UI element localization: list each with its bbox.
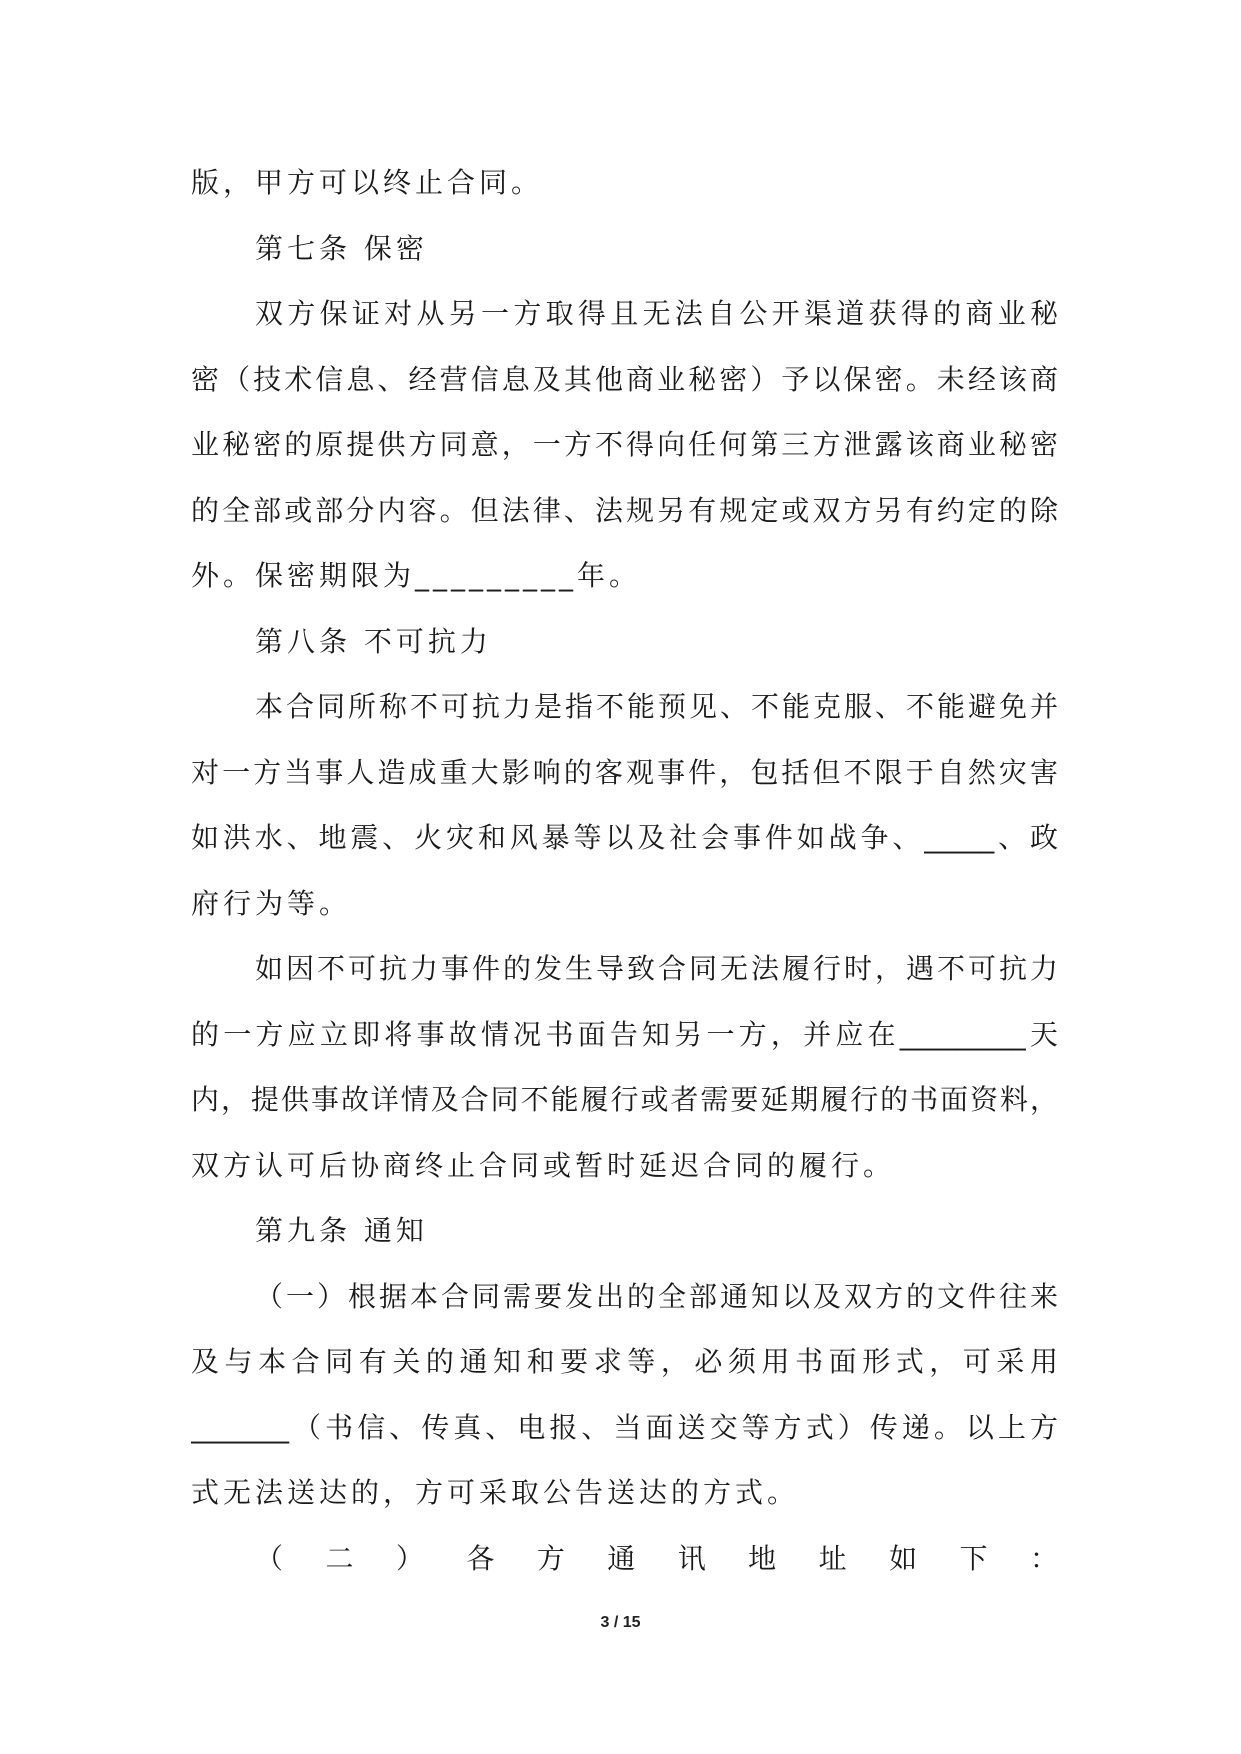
paragraph-line: 本合同所称不可抗力是指不能预见、不能克服、不能避免并 bbox=[255, 690, 1058, 723]
page-number: 3 / 15 bbox=[600, 1614, 641, 1631]
paragraph-line: 业秘密的原提供方同意，一方不得向任何第三方泄露该商业秘密 bbox=[191, 428, 1058, 461]
paragraph-line: （二）各方通讯地址如下： bbox=[255, 1541, 1058, 1575]
paragraph-line: 版，甲方可以终止合同。 bbox=[191, 166, 544, 199]
paragraph-line: 外。保密期限为_________年。 bbox=[191, 559, 642, 592]
document-body bbox=[191, 150, 1058, 1591]
article-8-heading: 第八条 不可抗力 bbox=[255, 624, 492, 658]
paragraph-line: 内，提供事故详情及合同不能履行或者需要延期履行的书面资料， bbox=[191, 1083, 1058, 1116]
paragraph-line: 府行为等。 bbox=[191, 886, 352, 920]
article-7-heading: 第七条 保密 bbox=[255, 231, 428, 265]
paragraph-line: 如因不可抗力事件的发生导致合同无法履行时，遇不可抗力 bbox=[255, 952, 1058, 985]
paragraph-line: 式无法送达的，方可采取公告送达的方式。 bbox=[191, 1476, 800, 1509]
paragraph-line: _______（书信、传真、电报、当面送交等方式）传递。以上方 bbox=[191, 1410, 1058, 1444]
paragraph-line: 密（技术信息、经营信息及其他商业秘密）予以保密。未经该商 bbox=[191, 362, 1058, 396]
paragraph-line: 如洪水、地震、火灾和风暴等以及社会事件如战争、_____、政 bbox=[191, 821, 1058, 854]
paragraph-line: 双方保证对从另一方取得且无法自公开渠道获得的商业秘 bbox=[255, 297, 1058, 330]
paragraph-line: 的一方应立即将事故情况书面告知另一方，并应在_________天 bbox=[191, 1017, 1058, 1051]
paragraph-line: 对一方当事人造成重大影响的客观事件，包括但不限于自然灾害 bbox=[191, 755, 1058, 789]
paragraph-line: 双方认可后协商终止合同或暂时延迟合同的履行。 bbox=[191, 1148, 896, 1182]
article-9-heading: 第九条 通知 bbox=[255, 1214, 428, 1247]
paragraph-line: 及与本合同有关的通知和要求等，必须用书面形式，可采用 bbox=[191, 1345, 1058, 1378]
paragraph-line: 的全部或部分内容。但法律、法规另有规定或双方另有约定的除 bbox=[191, 493, 1058, 527]
paragraph-line: （一）根据本合同需要发出的全部通知以及双方的文件往来 bbox=[255, 1279, 1058, 1313]
